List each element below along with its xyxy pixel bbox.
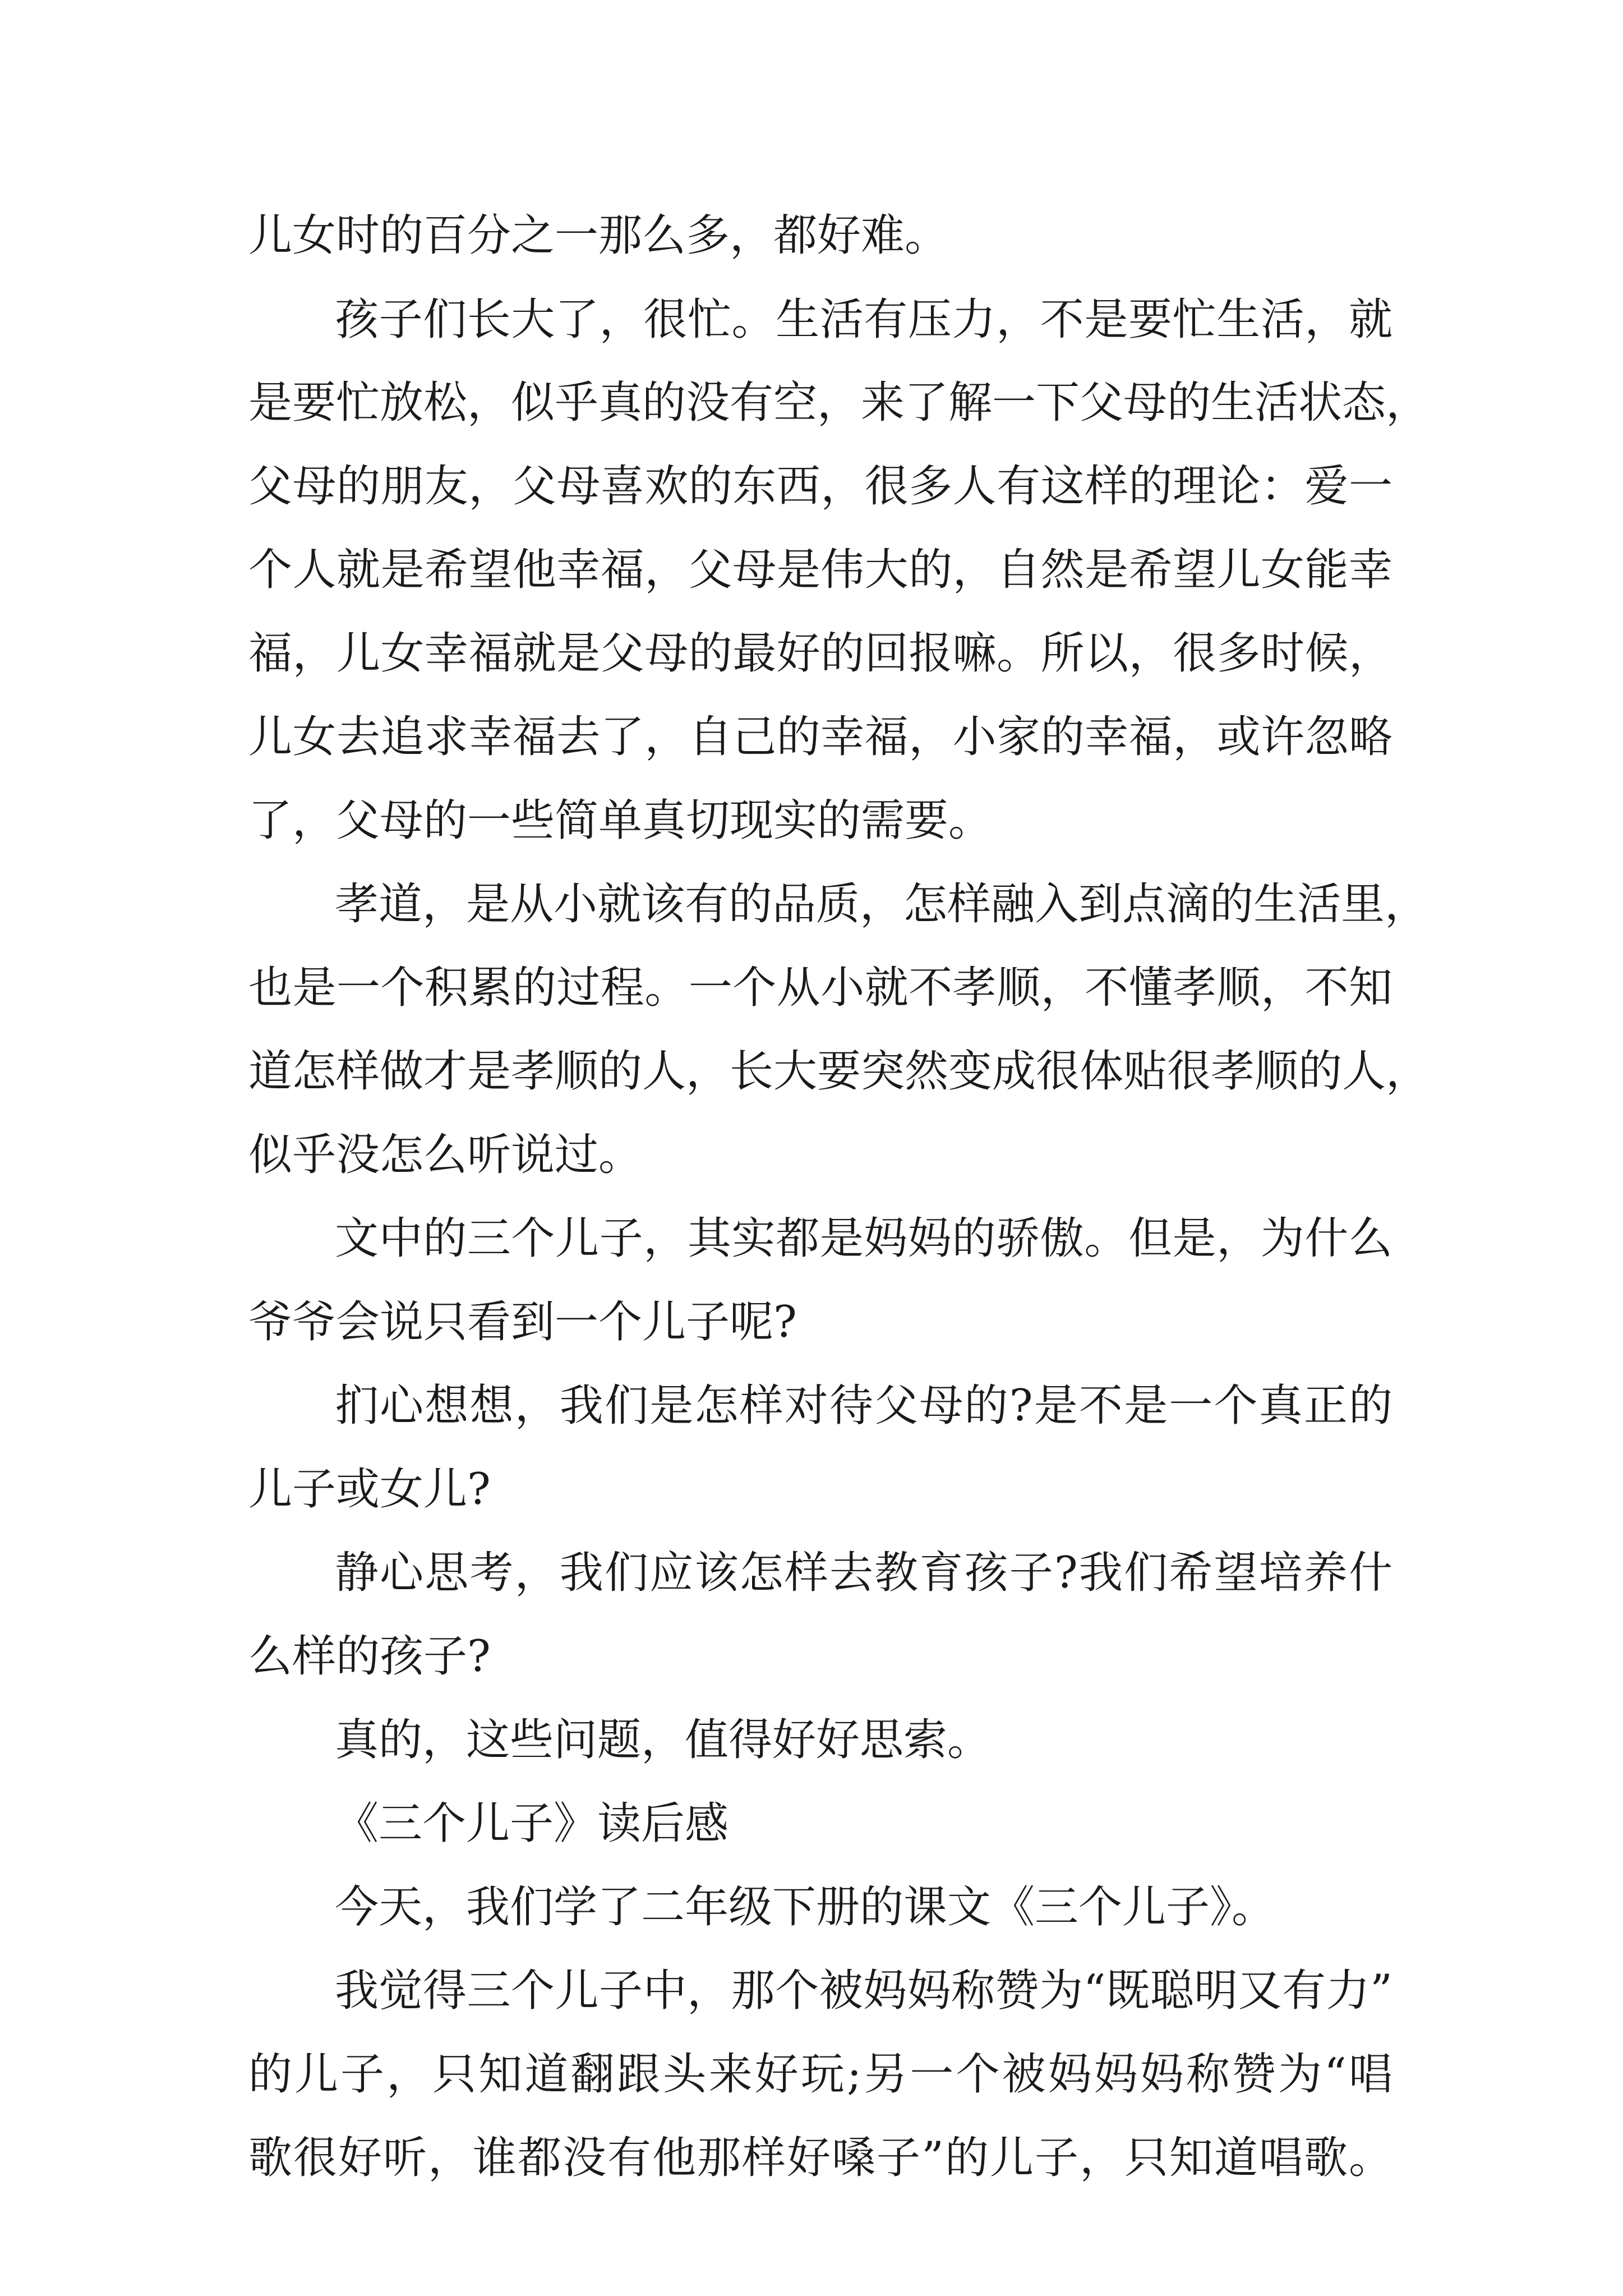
text-line-14: 爷爷会说只看到一个儿子呢? [248,1297,797,1347]
text-line-7: 儿女去追求幸福去了，自己的幸福，小家的幸福，或许忽略 [248,712,1393,762]
text-line-5: 个人就是希望他幸福，父母是伟大的，自然是希望儿女能幸 [248,545,1393,595]
text-line-22: 我觉得三个儿子中，那个被妈妈称赞为“既聪明又有力” [335,1966,1393,2016]
text-line-11: 道怎样做才是孝顺的人，长大要突然变成很体贴很孝顺的人， [248,1046,1430,1097]
text-line-17: 静心思考，我们应该怎样去教育孩子?我们希望培养什 [335,1548,1393,1598]
section-title: 《三个儿子》读后感 [335,1798,729,1849]
text-line-15: 扪心想想，我们是怎样对待父母的?是不是一个真正的 [335,1381,1393,1431]
text-line-6: 福，儿女幸福就是父母的最好的回报嘛。所以，很多时候， [248,628,1393,679]
text-line-23: 的儿子，只知道翻跟头来好玩;另一个被妈妈妈称赞为“唱 [248,2049,1393,2100]
text-line-24: 歌很好听，谁都没有他那样好嗓子”的儿子，只知道唱歌。 [248,2133,1393,2183]
text-line-18: 么样的孩子? [248,1631,491,1682]
text-line-21: 今天，我们学了二年级下册的课文《三个儿子》。 [335,1882,1276,1932]
text-line-9: 孝道，是从小就该有的品质，怎样融入到点滴的生活里， [335,879,1429,930]
text-line-16: 儿子或女儿? [248,1464,491,1515]
text-line-2: 孩子们长大了，很忙。生活有压力，不是要忙生活，就 [335,295,1393,345]
text-line-3: 是要忙放松，似乎真的没有空，来了解一下父母的生活状态， [248,378,1430,428]
text-line-8: 了，父母的一些简单真切现实的需要。 [248,795,993,846]
text-line-1: 儿女时的百分之一那么多，都好难。 [248,210,949,261]
text-line-13: 文中的三个儿子，其实都是妈妈的骄傲。但是，为什么 [335,1213,1393,1264]
text-line-19: 真的，这些问题，值得好好思索。 [335,1715,992,1765]
text-line-4: 父母的朋友，父母喜欢的东西，很多人有这样的理论：爱一 [248,461,1393,512]
text-line-10: 也是一个积累的过程。一个从小就不孝顺，不懂孝顺，不知 [248,963,1393,1013]
text-line-12: 似乎没怎么听说过。 [248,1130,643,1180]
